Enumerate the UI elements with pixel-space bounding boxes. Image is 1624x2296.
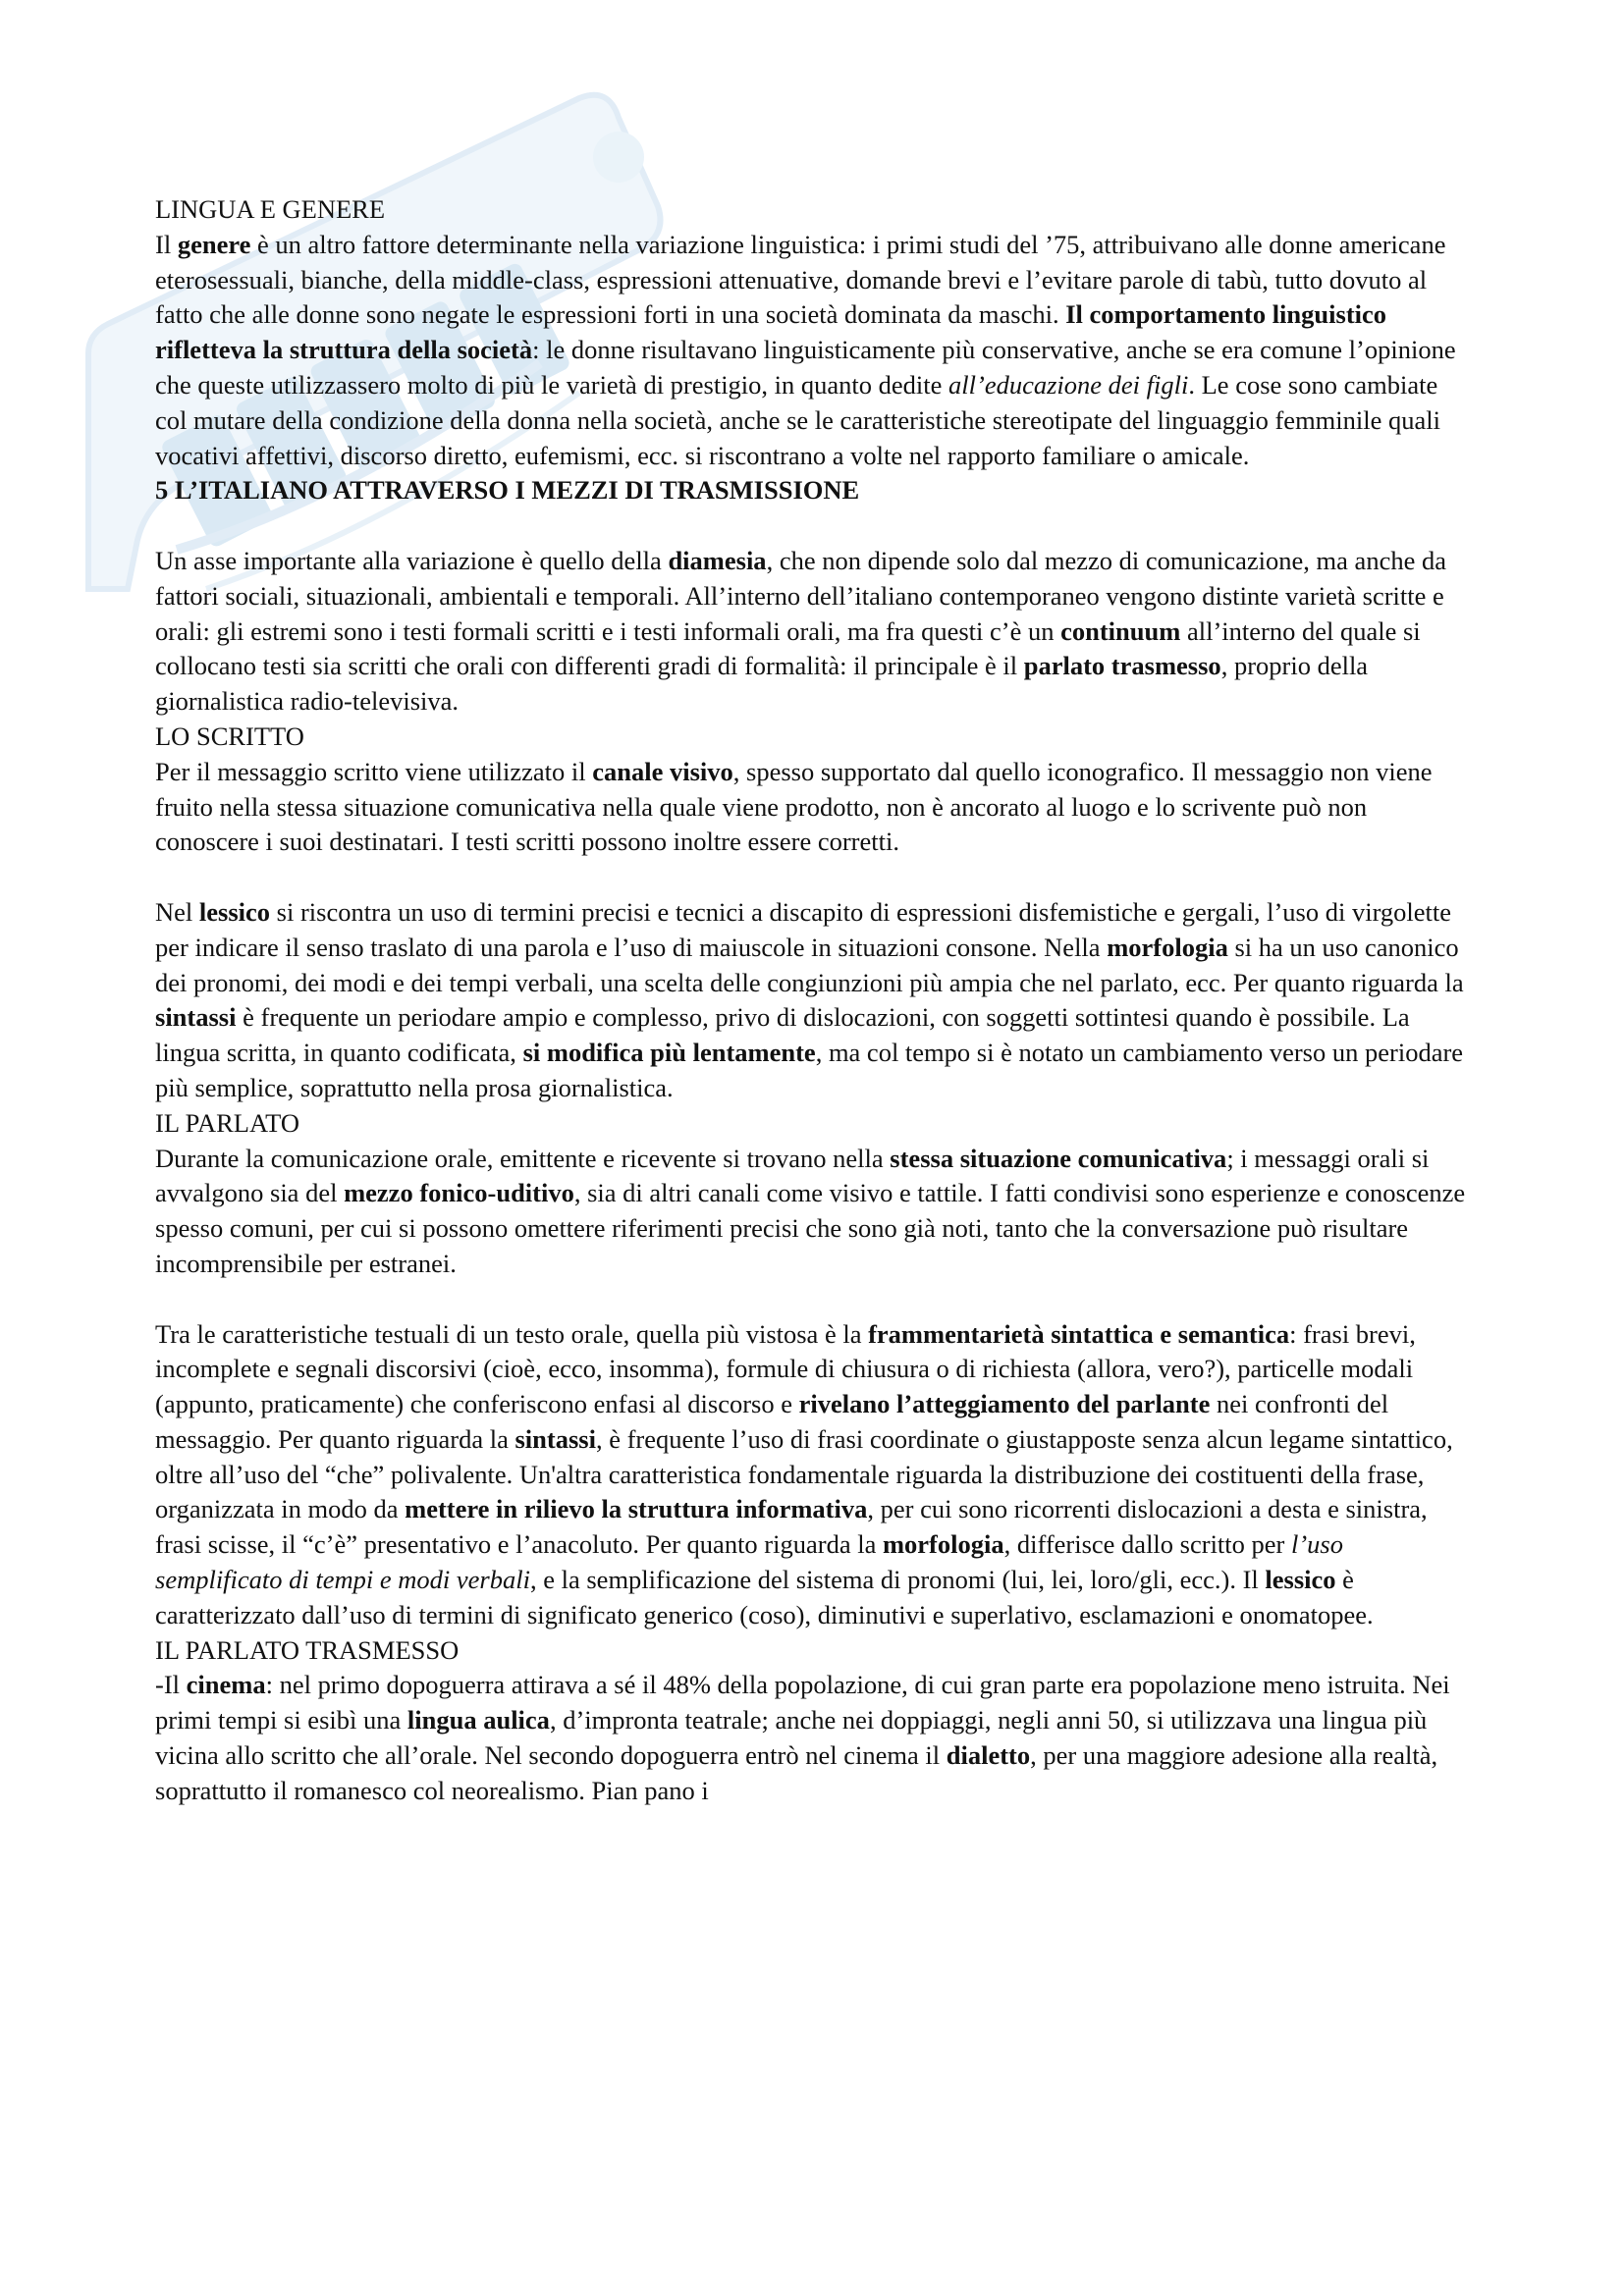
text-run: si riscontra un uso di termini precisi e tecnici a discapito di espressioni disfemistiche e gergali, l’uso di virgolette per indicare il senso traslato di una parola e l’uso di maiuscole in situazioni consone. Nella <box>155 896 1452 962</box>
text-run: Nel <box>155 896 199 927</box>
bold-term: lingua aulica <box>406 1705 550 1735</box>
paragraph-parlato-caratteristiche <box>155 1317 1471 1633</box>
text-run: , e la semplificazione del sistema di pronomi (lui, lei, loro/gli, ecc.). Il <box>529 1565 1266 1595</box>
text-run: Un asse importante alla variazione è quello della <box>155 545 669 575</box>
paragraph-scritto-canale <box>155 755 1471 860</box>
section-title-mezzi-di-trasmissione: 5 L’ITALIANO ATTRAVERSO I MEZZI DI TRASMISSIONE <box>155 475 860 506</box>
italic-phrase: all’educazione dei figli <box>948 369 1189 400</box>
text-run: , differisce dallo scritto per <box>1003 1529 1291 1560</box>
text-run: è frequente un periodare ampio e complesso, privo di dislocazioni, con soggetti sottintesi quando è possibile. La lingua scritta, in quanto codificata, <box>155 1002 1410 1068</box>
section-title-lingua-e-genere: LINGUA E GENERE <box>155 194 386 224</box>
section-title-il-parlato: IL PARLATO <box>155 1107 300 1138</box>
paragraph-genere <box>155 228 1471 474</box>
text-run: : le donne risultavano linguisticamente più conservative, anche se era comune l’opinione che queste utilizzassero molto di più le varietà di prestigio, in quanto dedite <box>155 335 1456 400</box>
bold-term: lessico <box>1265 1565 1336 1595</box>
text-run: , per cui sono ricorrenti dislocazioni a desta e sinistra, frasi scisse, il “c’è” presentativo e l’anacoluto. Per quanto riguarda la <box>155 1494 1428 1560</box>
text-run: Tra le caratteristiche testuali di un testo orale, quella più vistosa è la <box>155 1318 869 1349</box>
text-run: , che non dipende solo dal mezzo di comunicazione, ma anche da fattori sociali, situazionali, ambientali e temporali. All’interno dell’italiano contemporaneo vengono distinte varietà scritte e orali: gli estremi sono i testi formali scritti e i testi informali orali, ma fra questi c’è un <box>155 545 1446 646</box>
bold-term: genere <box>177 229 251 259</box>
paragraph-diamesia <box>155 544 1471 720</box>
text-run: , proprio della giornalistica radio-televisiva. <box>155 651 1369 717</box>
bold-term: si modifica più lentamente <box>522 1038 816 1068</box>
text-run: , sia di altri canali come visivo e tattile. I fatti condivisi sono esperienze e conoscenze spesso comuni, per cui si possono omettere riferimenti precisi che sono già noti, tanto che la conversazione può risultare incomprensibile per estranei. <box>155 1178 1466 1278</box>
bold-term: sintassi <box>514 1423 596 1454</box>
bold-term: mettere in rilievo la struttura informativa <box>405 1494 868 1524</box>
text-run: all’interno del quale si collocano testi sia scritti che orali con differenti gradi di formalità: il principale è il <box>155 615 1421 681</box>
text-run: , è frequente l’uso di frasi coordinate o giustapposte senza alcun legame sintattico, oltre all’uso del “che” polivalente. Un'altra caratteristica fondamentale riguarda la distribuzione dei costituenti della frase, organizzata in modo da <box>155 1423 1453 1524</box>
bold-term: frammentarietà sintattica e semantica <box>868 1318 1290 1349</box>
bold-term: Il comportamento linguistico rifletteva la struttura della società <box>155 299 1387 365</box>
bold-term: diamesia <box>668 545 767 575</box>
text-run: , d’impronta teatrale; anche nei doppiaggi, negli anni 50, si utilizzava una lingua più vicina allo scritto che all’orale. Nel secondo dopoguerra entrò nel cinema il <box>155 1705 1428 1771</box>
text-run: Il <box>155 229 178 259</box>
text-run: si ha un uso canonico dei pronomi, dei modi e dei tempi verbali, una scelta delle congiunzioni più ampia che nel parlato, ecc. Per quanto riguarda la <box>155 932 1464 997</box>
text-run: -Il <box>155 1670 187 1700</box>
bold-term: canale visivo <box>592 756 733 786</box>
text-run: : frasi brevi, incomplete e segnali discorsivi (cioè, ecco, insomma), formule di chiusura o di richiesta (allora, vero?), particelle modali (appunto, praticamente) che conferiscono enfasi al discorso e <box>155 1318 1416 1419</box>
paragraph-scritto-lessico <box>155 895 1471 1106</box>
bold-term: sintassi <box>155 1002 237 1033</box>
bold-term: dialetto <box>946 1740 1031 1771</box>
bold-term: cinema <box>186 1670 266 1700</box>
bold-term: morfologia <box>1107 932 1228 962</box>
bold-term: rivelano l’atteggiamento del parlante <box>798 1389 1211 1419</box>
text-run: , per una maggiore adesione alla realtà, soprattutto il romanesco col neorealismo. Pian pano i <box>155 1740 1438 1805</box>
text-run: ; i messaggi orali si avvalgono sia del <box>155 1143 1430 1208</box>
italic-phrase: l’uso semplificato di tempi e modi verbali <box>155 1529 1343 1595</box>
bold-term: parlato trasmesso <box>1023 651 1221 681</box>
text-run: Per il messaggio scritto viene utilizzato il <box>155 756 593 786</box>
text-run: : nel primo dopoguerra attirava a sé il 48% della popolazione, di cui gran parte era popolazione meno istruita. Nei primi tempi si esibì una <box>155 1670 1450 1735</box>
section-title-lo-scritto: LO SCRITTO <box>155 721 304 751</box>
text-run: , ma col tempo si è notato un cambiamento verso un periodare più semplice, soprattutto nella prosa giornalistica. <box>155 1038 1464 1102</box>
text-run: Durante la comunicazione orale, emittente e ricevente si trovano nella <box>155 1143 891 1173</box>
text-run: è caratterizzato dall’uso di termini di significato generico (coso), diminutivi e superlativo, esclamazioni e onomatopee. <box>155 1565 1374 1629</box>
text-run: . Le cose sono cambiate col mutare della condizione della donna nella società, anche se le caratteristiche stereotipate del linguaggio femminile quali vocativi affettivi, discorso diretto, eufemismi, ecc. si riscontrano a volte nel rapporto familiare o amicale. <box>155 369 1441 470</box>
text-run: nei confronti del messaggio. Per quanto riguarda la <box>155 1389 1389 1454</box>
paragraph-parlato-comunicazione <box>155 1142 1471 1282</box>
section-title-parlato-trasmesso: IL PARLATO TRASMESSO <box>155 1634 460 1665</box>
bold-term: stessa situazione comunicativa <box>890 1143 1227 1173</box>
bold-term: continuum <box>1060 615 1181 646</box>
bold-term: morfologia <box>882 1529 1004 1560</box>
paragraph-cinema <box>155 1668 1471 1808</box>
bold-term: lessico <box>198 896 271 927</box>
document-page <box>155 192 1471 1809</box>
bold-term: mezzo fonico-uditivo <box>344 1178 574 1208</box>
text-run: è un altro fattore determinante nella variazione linguistica: i primi studi del ’75, attribuivano alle donne americane eterosessuali, bianche, della middle-class, espressioni attenuative, domande brevi e l’evitare parole di tabù, tutto dovuto al fatto che alle donne sono negate le espressioni forti in una società dominata da maschi. <box>155 229 1446 330</box>
text-run: , spesso supportato dal quello iconografico. Il messaggio non viene fruito nella stessa situazione comunicativa nella quale viene prodotto, non è ancorato al luogo e lo scrivente può non conoscere i suoi destinatari. I testi scritti possono inoltre essere corretti. <box>155 756 1433 857</box>
